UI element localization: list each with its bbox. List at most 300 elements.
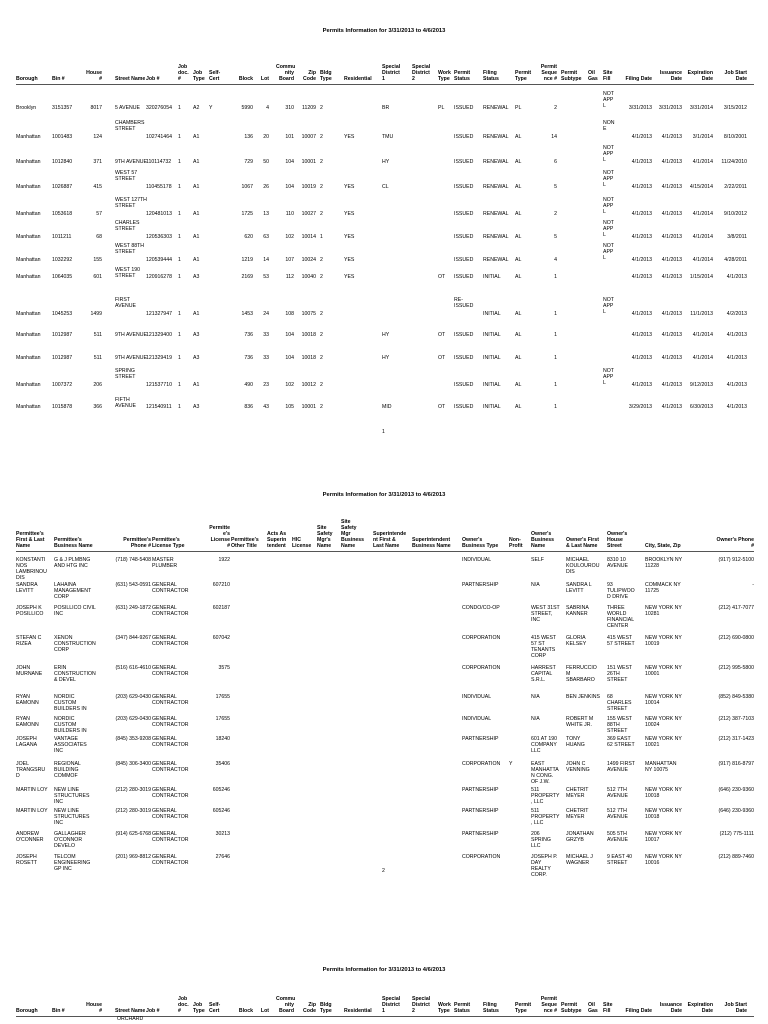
permittee-name-cell: STEFAN C RIZEA — [16, 635, 42, 647]
filing-status-cell: INITIAL — [483, 311, 501, 317]
city-state-zip-cell: NEW YORK NY 10014 — [645, 694, 682, 706]
column-header: Special District 2 — [412, 996, 431, 1014]
site-fill-cell: NOT APP L — [603, 220, 614, 238]
owner-street-cell: 93 TULIPWOO D DRIVE — [607, 582, 635, 600]
job-start-date-cell: 4/1/2013 — [726, 332, 747, 338]
job-start-date-cell: 4/2/2013 — [726, 311, 747, 317]
site-fill-cell: NON E — [603, 120, 615, 132]
column-header: Special District 1 — [382, 996, 401, 1014]
permittee-name-cell: JOSEPH LAGANA — [16, 736, 38, 748]
issuance-date-cell: 4/1/2013 — [661, 382, 682, 388]
lot-cell: 26 — [263, 184, 269, 190]
job-number-cell: 121537710 — [146, 382, 172, 388]
column-header: Job Type — [193, 70, 205, 82]
page-number: 2 — [382, 868, 385, 874]
column-header: Expiration Date — [687, 1002, 713, 1014]
special-district-1-cell: TMU — [382, 134, 394, 140]
expiration-date-cell: 1/15/2014 — [689, 274, 713, 280]
zip-code-cell: 10001 — [301, 404, 316, 410]
column-header: Owner's House Street — [607, 531, 628, 549]
job-type-cell: A1 — [193, 311, 200, 317]
community-board-cell: 310 — [285, 105, 294, 111]
job-number-cell: 120539444 — [146, 257, 172, 263]
owner-name-cell: CHETRIT MEYER — [566, 787, 589, 799]
owner-business-type-cell: CORPORATION — [462, 854, 501, 860]
city-state-zip-cell: NEW YORK NY 10016 — [645, 854, 682, 866]
owner-name-cell: ROBERT M WHITE JR. — [566, 716, 594, 728]
filing-date-cell: 4/1/2013 — [631, 134, 652, 140]
borough-cell: Manhattan — [16, 404, 41, 410]
owner-phone-cell: (212) 387-7103 — [718, 716, 754, 722]
column-header: Job doc. # — [178, 996, 189, 1014]
job-start-date-cell: 4/1/2013 — [726, 355, 747, 361]
block-cell: 620 — [244, 234, 253, 240]
zip-code-cell: 10024 — [301, 257, 316, 263]
issuance-date-cell: 4/1/2013 — [661, 274, 682, 280]
non-profit-cell: Y — [509, 761, 513, 767]
filing-date-cell: 4/1/2013 — [631, 355, 652, 361]
permit-status-cell: ISSUED — [454, 274, 474, 280]
community-board-cell: 107 — [285, 257, 294, 263]
job-type-cell: A1 — [193, 134, 200, 140]
permit-type-cell: AL — [515, 257, 522, 263]
city-state-zip-cell: NEW YORK NY 10281 — [645, 605, 682, 617]
column-header: Permit Type — [515, 1002, 532, 1014]
zip-code-cell: 10027 — [301, 211, 316, 217]
owner-name-cell: SANDRA L LEVITT — [566, 582, 592, 594]
column-header: Permitte e's License # — [209, 525, 230, 549]
expiration-date-cell: 4/1/2014 — [692, 211, 713, 217]
site-fill-cell: NOT APP L — [603, 170, 614, 188]
house-number-cell: 68 — [96, 234, 102, 240]
owner-name-cell: FERRUCCIO M SBARBARO — [566, 665, 597, 683]
permit-status-cell: ISSUED — [454, 257, 474, 263]
permittee-business-cell: GALLAGHER O'CONNOR DEVELO — [54, 831, 86, 849]
lot-cell: 50 — [263, 159, 269, 165]
expiration-date-cell: 4/1/2014 — [692, 257, 713, 263]
bin-cell: 1053618 — [52, 211, 73, 217]
filing-date-cell: 4/1/2013 — [631, 274, 652, 280]
work-type-cell: OT — [438, 355, 446, 361]
permittee-business-cell: LAHAINA MANAGEMENT CORP — [54, 582, 92, 600]
page-number: 1 — [382, 429, 385, 435]
page-title: Permits Information for 3/31/2013 to 4/6/2013 — [322, 28, 446, 34]
filing-status-cell: RENEWAL — [483, 234, 509, 240]
column-header: Permit Subtype — [561, 70, 582, 82]
column-header: Bin # — [52, 76, 65, 82]
owner-name-cell: JONATHAN GRZYB — [566, 831, 594, 843]
column-header: Permittee's License Type — [152, 537, 185, 549]
zip-code-cell: 10040 — [301, 274, 316, 280]
license-number-cell: 17655 — [215, 716, 230, 722]
license-number-cell: 605246 — [212, 787, 230, 793]
permit-sequence-cell: 1 — [554, 311, 557, 317]
issuance-date-cell: 4/1/2013 — [661, 404, 682, 410]
house-number-cell: 511 — [93, 355, 102, 361]
job-doc-number-cell: 1 — [178, 355, 181, 361]
owner-name-cell: TONY HUANG — [566, 736, 585, 748]
permittee-phone-cell: (201) 969-8812 — [115, 854, 151, 860]
job-number-cell: 121329400 — [146, 332, 172, 338]
bin-cell: 1012987 — [52, 332, 73, 338]
column-header: Superintendent Business Name — [412, 537, 451, 549]
bldg-type-cell: 1 — [320, 234, 323, 240]
permit-sequence-cell: 5 — [554, 184, 557, 190]
city-state-zip-cell: NEW YORK NY 10017 — [645, 831, 682, 843]
permit-sequence-cell: 1 — [554, 274, 557, 280]
expiration-date-cell: 4/1/2014 — [692, 159, 713, 165]
permittee-name-cell: MARTIN LOY — [16, 787, 48, 793]
filing-status-cell: RENEWAL — [483, 105, 509, 111]
column-header: Permittee's Phone # — [123, 537, 151, 549]
owner-business-name-cell: HARREST CAPITAL S.R.L. — [531, 665, 556, 683]
issuance-date-cell: 4/1/2013 — [661, 311, 682, 317]
job-start-date-cell: 4/1/2013 — [726, 274, 747, 280]
bin-cell: 1032292 — [52, 257, 73, 263]
permit-type-cell: AL — [515, 332, 522, 338]
bldg-type-cell: 2 — [320, 257, 323, 263]
expiration-date-cell: 4/1/2014 — [692, 234, 713, 240]
permittee-phone-cell: (203) 629-0430 — [115, 694, 151, 700]
city-state-zip-cell: COMMACK NY 11725 — [645, 582, 681, 594]
column-header: Special District 2 — [412, 64, 431, 82]
column-header: Permit Status — [454, 70, 471, 82]
filing-date-cell: 4/1/2013 — [631, 311, 652, 317]
filing-status-cell: RENEWAL — [483, 211, 509, 217]
column-header: Owner's Business Type — [462, 537, 499, 549]
job-type-cell: A3 — [193, 332, 200, 338]
residential-cell: YES — [344, 234, 355, 240]
owner-business-name-cell: N/A — [531, 716, 540, 722]
license-type-cell: GENERAL CONTRACTOR — [152, 605, 189, 617]
house-number-cell: 8017 — [90, 105, 102, 111]
column-header: Permit Seque nce # — [540, 996, 557, 1014]
filing-date-cell: 4/1/2013 — [631, 211, 652, 217]
permit-sequence-cell: 2 — [554, 105, 557, 111]
permittee-name-cell: JOSEPH K POSILLICO — [16, 605, 44, 617]
column-header: Lot — [260, 76, 269, 82]
issuance-date-cell: 3/31/2013 — [658, 105, 682, 111]
bin-cell: 1045253 — [52, 311, 73, 317]
expiration-date-cell: 3/1/2014 — [692, 134, 713, 140]
filing-status-cell: INITIAL — [483, 274, 501, 280]
permittee-phone-cell: (347) 844-9267 — [115, 635, 151, 641]
column-header: Job doc. # — [178, 64, 189, 82]
permit-sequence-cell: 1 — [554, 404, 557, 410]
filing-date-cell: 4/1/2013 — [631, 257, 652, 263]
permittee-name-cell: ANDREW O'CONNER — [16, 831, 44, 843]
work-type-cell: PL — [438, 105, 445, 111]
license-type-cell: GENERAL CONTRACTOR — [152, 831, 189, 843]
license-type-cell: GENERAL CONTRACTOR — [152, 761, 189, 773]
permit-status-cell: ISSUED — [454, 134, 474, 140]
house-number-cell: 124 — [93, 134, 102, 140]
borough-cell: Manhattan — [16, 257, 41, 263]
owner-business-name-cell: 511 PROPERTY , LLC — [531, 787, 560, 805]
borough-cell: Manhattan — [16, 311, 41, 317]
owner-phone-cell: (917) 816-8797 — [718, 761, 754, 767]
street-name-cell: 9TH AVENUE — [115, 332, 147, 338]
job-start-date-cell: 3/8/2011 — [727, 234, 747, 240]
permit-sequence-cell: 6 — [554, 159, 557, 165]
bin-cell: 3151357 — [52, 105, 73, 111]
lot-cell: 23 — [263, 382, 269, 388]
column-header: Bldg Type — [320, 1002, 332, 1014]
residential-cell: YES — [344, 211, 355, 217]
owner-business-type-cell: CORPORATION — [462, 761, 501, 767]
permit-status-cell: ISSUED — [454, 184, 474, 190]
column-header: Block — [238, 1008, 253, 1014]
job-doc-number-cell: 1 — [178, 382, 181, 388]
job-type-cell: A1 — [193, 159, 200, 165]
owner-name-cell: JOHN C VENNING — [566, 761, 590, 773]
owner-phone-cell: (212) 775-1111 — [719, 831, 754, 837]
residential-cell: YES — [344, 257, 355, 263]
filing-date-cell: 3/31/2013 — [628, 105, 652, 111]
permit-type-cell: AL — [515, 382, 522, 388]
bldg-type-cell: 2 — [320, 211, 323, 217]
residential-cell: YES — [344, 184, 355, 190]
license-number-cell: 607042 — [212, 635, 230, 641]
borough-cell: Manhattan — [16, 234, 41, 240]
permit-sequence-cell: 5 — [554, 234, 557, 240]
owner-business-type-cell: INDIVIDUAL — [462, 557, 492, 563]
owner-business-type-cell: CONDO/CO-OP — [462, 605, 500, 611]
license-type-cell: GENERAL CONTRACTOR — [152, 635, 189, 647]
bin-cell: 1015878 — [52, 404, 73, 410]
community-board-cell: 101 — [285, 134, 294, 140]
column-header: Residential — [344, 76, 372, 82]
owner-name-cell: MICHAEL J WAGNER — [566, 854, 593, 866]
column-header: Permittee's Other Title — [231, 537, 259, 549]
license-number-cell: 605246 — [212, 808, 230, 814]
street-name-cell: WEST 127TH STREET — [115, 197, 147, 209]
license-number-cell: 30213 — [215, 831, 230, 837]
borough-cell: Manhattan — [16, 184, 41, 190]
permittee-name-cell: MARTIN LOY — [16, 808, 48, 814]
self-cert-cell: Y — [209, 105, 213, 111]
column-header: House # — [86, 70, 102, 82]
job-start-date-cell: 4/28/2011 — [724, 257, 747, 263]
owner-phone-cell: - — [752, 582, 754, 588]
expiration-date-cell: 11/1/2013 — [690, 311, 713, 317]
job-doc-number-cell: 1 — [178, 134, 181, 140]
bldg-type-cell: 2 — [320, 311, 323, 317]
owner-street-cell: 512 7TH AVENUE — [607, 808, 628, 820]
owner-name-cell: CHETRIT MEYER — [566, 808, 589, 820]
column-header: Acts As Superin tendent — [267, 531, 287, 549]
house-number-cell: 57 — [96, 211, 102, 217]
lot-cell: 20 — [263, 134, 269, 140]
permittee-phone-cell: (516) 616-4610 — [115, 665, 151, 671]
permittee-phone-cell: (631) 249-1872 — [115, 605, 151, 611]
column-header: Borough — [16, 1008, 38, 1014]
license-number-cell: 27646 — [215, 854, 230, 860]
column-header: House # — [86, 1002, 102, 1014]
community-board-cell: 105 — [285, 404, 294, 410]
permit-status-cell: ISSUED — [454, 234, 474, 240]
job-number-cell: 121327947 — [146, 311, 172, 317]
job-doc-number-cell: 1 — [178, 211, 181, 217]
house-number-cell: 155 — [93, 257, 102, 263]
permit-type-cell: AL — [515, 159, 522, 165]
page-title: Permits Information for 3/31/2013 to 4/6/2013 — [322, 967, 446, 973]
column-header: Job Type — [193, 1002, 205, 1014]
permit-sequence-cell: 1 — [554, 382, 557, 388]
special-district-1-cell: CL — [382, 184, 389, 190]
permittee-business-cell: G & J PLMBNG AND HTG INC — [54, 557, 91, 569]
bin-cell: 1012840 — [52, 159, 73, 165]
column-header: Job # — [146, 1008, 160, 1014]
owner-street-cell: 8310 10 AVENUE — [607, 557, 628, 569]
owner-name-cell: BEN JENKINS — [566, 694, 601, 700]
owner-business-type-cell: PARTNERSHIP — [462, 808, 499, 814]
permit-sequence-cell: 2 — [554, 211, 557, 217]
permittee-phone-cell: (212) 280-3019 — [115, 787, 151, 793]
zip-code-cell: 10007 — [301, 134, 316, 140]
permit-type-cell: PL — [515, 105, 522, 111]
column-header: Job # — [146, 76, 160, 82]
column-header: Residential — [344, 1008, 372, 1014]
street-name-cell: SPRING STREET — [115, 368, 136, 380]
owner-business-type-cell: PARTNERSHIP — [462, 582, 499, 588]
license-type-cell: MASTER PLUMBER — [152, 557, 178, 569]
bldg-type-cell: 2 — [320, 404, 323, 410]
permittee-business-cell: VANTAGE ASSOCIATES INC — [54, 736, 87, 754]
column-header: Self- Cert — [209, 70, 221, 82]
city-state-zip-cell: NEW YORK NY 10018 — [645, 808, 682, 820]
job-number-cell: 120916278 — [146, 274, 172, 280]
filing-status-cell: INITIAL — [483, 332, 501, 338]
column-header: Owner's Business Name — [531, 531, 555, 549]
block-cell: 1067 — [241, 184, 253, 190]
job-doc-number-cell: 1 — [178, 311, 181, 317]
expiration-date-cell: 9/12/2013 — [689, 382, 713, 388]
permittee-phone-cell: (203) 629-0430 — [115, 716, 151, 722]
expiration-date-cell: 4/1/2014 — [692, 355, 713, 361]
block-cell: 1453 — [241, 311, 253, 317]
street-name-cell: 9TH AVENUE — [115, 355, 147, 361]
license-number-cell: 35406 — [215, 761, 230, 767]
bin-cell: 1001483 — [52, 134, 73, 140]
column-header: Permit Type — [515, 70, 532, 82]
borough-cell: Manhattan — [16, 211, 41, 217]
column-header: Filing Date — [625, 1008, 652, 1014]
block-cell: 490 — [244, 382, 253, 388]
job-number-cell: 120481013 — [146, 211, 172, 217]
permit-type-cell: AL — [515, 311, 522, 317]
permit-status-cell: ISSUED — [454, 382, 474, 388]
permittee-name-cell: RYAN EAMONN — [16, 694, 39, 706]
owner-street-cell: 369 EAST 62 STREET — [607, 736, 635, 748]
job-doc-number-cell: 1 — [178, 257, 181, 263]
permit-status-cell: RE- ISSUED — [454, 297, 474, 309]
column-header: Street Name — [115, 76, 146, 82]
bldg-type-cell: 2 — [320, 382, 323, 388]
filing-status-cell: RENEWAL — [483, 257, 509, 263]
filing-status-cell: INITIAL — [483, 404, 501, 410]
community-board-cell: 102 — [285, 234, 294, 240]
license-type-cell: GENERAL CONTRACTOR — [152, 582, 189, 594]
job-type-cell: A1 — [193, 234, 200, 240]
community-board-cell: 102 — [285, 382, 294, 388]
permittee-business-cell: NORDIC CUSTOM BUILDERS IN — [54, 716, 87, 734]
job-number-cell: 110455178 — [146, 184, 172, 190]
owner-business-type-cell: PARTNERSHIP — [462, 787, 499, 793]
column-header: Filing Status — [483, 70, 499, 82]
expiration-date-cell: 4/1/2014 — [692, 332, 713, 338]
permittee-name-cell: SANDRA LEVITT — [16, 582, 38, 594]
owner-phone-cell: (212) 995-5800 — [718, 665, 754, 671]
column-header: Borough — [16, 76, 38, 82]
special-district-1-cell: BR — [382, 105, 390, 111]
job-start-date-cell: 8/10/2001 — [723, 134, 747, 140]
zip-code-cell: 10014 — [301, 234, 316, 240]
community-board-cell: 104 — [285, 332, 294, 338]
zip-code-cell: 10018 — [301, 355, 316, 361]
owner-phone-cell: (212) 317-1423 — [718, 736, 754, 742]
city-state-zip-cell: NEW YORK NY 10024 — [645, 716, 682, 728]
owner-phone-cell: (646) 230-9360 — [718, 808, 754, 814]
expiration-date-cell: 6/30/2013 — [689, 404, 713, 410]
column-header: Job Start Date — [724, 70, 747, 82]
filing-status-cell: RENEWAL — [483, 134, 509, 140]
column-header: Lot — [260, 1008, 269, 1014]
column-header: Block — [238, 76, 253, 82]
owner-business-name-cell: 511 PROPERTY , LLC — [531, 808, 560, 826]
permit-status-cell: ISSUED — [454, 159, 474, 165]
job-doc-number-cell: 1 — [178, 234, 181, 240]
owner-business-name-cell: EAST MANHATTA N CONG. OF J.W. — [531, 761, 559, 785]
owner-name-cell: SABRINA KANNER — [566, 605, 589, 617]
license-number-cell: 602187 — [212, 605, 230, 611]
column-header: Expiration Date — [687, 70, 713, 82]
owner-business-type-cell: CORPORATION — [462, 665, 501, 671]
filing-date-cell: 4/1/2013 — [631, 159, 652, 165]
bldg-type-cell: 2 — [320, 274, 323, 280]
city-state-zip-cell: NEW YORK NY 10018 — [645, 787, 682, 799]
job-type-cell: A1 — [193, 211, 200, 217]
license-type-cell: GENERAL CONTRACTOR — [152, 736, 189, 748]
zip-code-cell: 10019 — [301, 184, 316, 190]
zip-code-cell: 10018 — [301, 332, 316, 338]
license-number-cell: 3575 — [218, 665, 230, 671]
job-type-cell: A3 — [193, 274, 200, 280]
permittee-business-cell: ERIN CONSTRUCTION & DEVEL — [54, 665, 96, 683]
license-number-cell: 1922 — [218, 557, 230, 563]
job-type-cell: A3 — [193, 355, 200, 361]
street-name-cell: CHARLES STREET — [115, 220, 140, 232]
community-board-cell: 112 — [285, 274, 294, 280]
job-number-cell: 110114732 — [146, 159, 172, 165]
license-type-cell: GENERAL CONTRACTOR — [152, 854, 189, 866]
filing-date-cell: 4/1/2013 — [631, 234, 652, 240]
permit-type-cell: AL — [515, 274, 522, 280]
column-header: Bldg Type — [320, 70, 332, 82]
license-type-cell: GENERAL CONTRACTOR — [152, 716, 189, 728]
job-number-cell: 320276054 — [146, 105, 172, 111]
column-header: Site Fill — [603, 70, 613, 82]
bldg-type-cell: 2 — [320, 159, 323, 165]
issuance-date-cell: 4/1/2013 — [661, 332, 682, 338]
column-header: Site Safety Mgr Business Name — [341, 519, 365, 549]
job-type-cell: A2 — [193, 105, 200, 111]
site-fill-cell: NOT APP L — [603, 368, 614, 386]
job-doc-number-cell: 1 — [178, 332, 181, 338]
special-district-1-cell: HY — [382, 355, 390, 361]
city-state-zip-cell: NEW YORK NY 10021 — [645, 736, 682, 748]
column-header: Special District 1 — [382, 64, 401, 82]
